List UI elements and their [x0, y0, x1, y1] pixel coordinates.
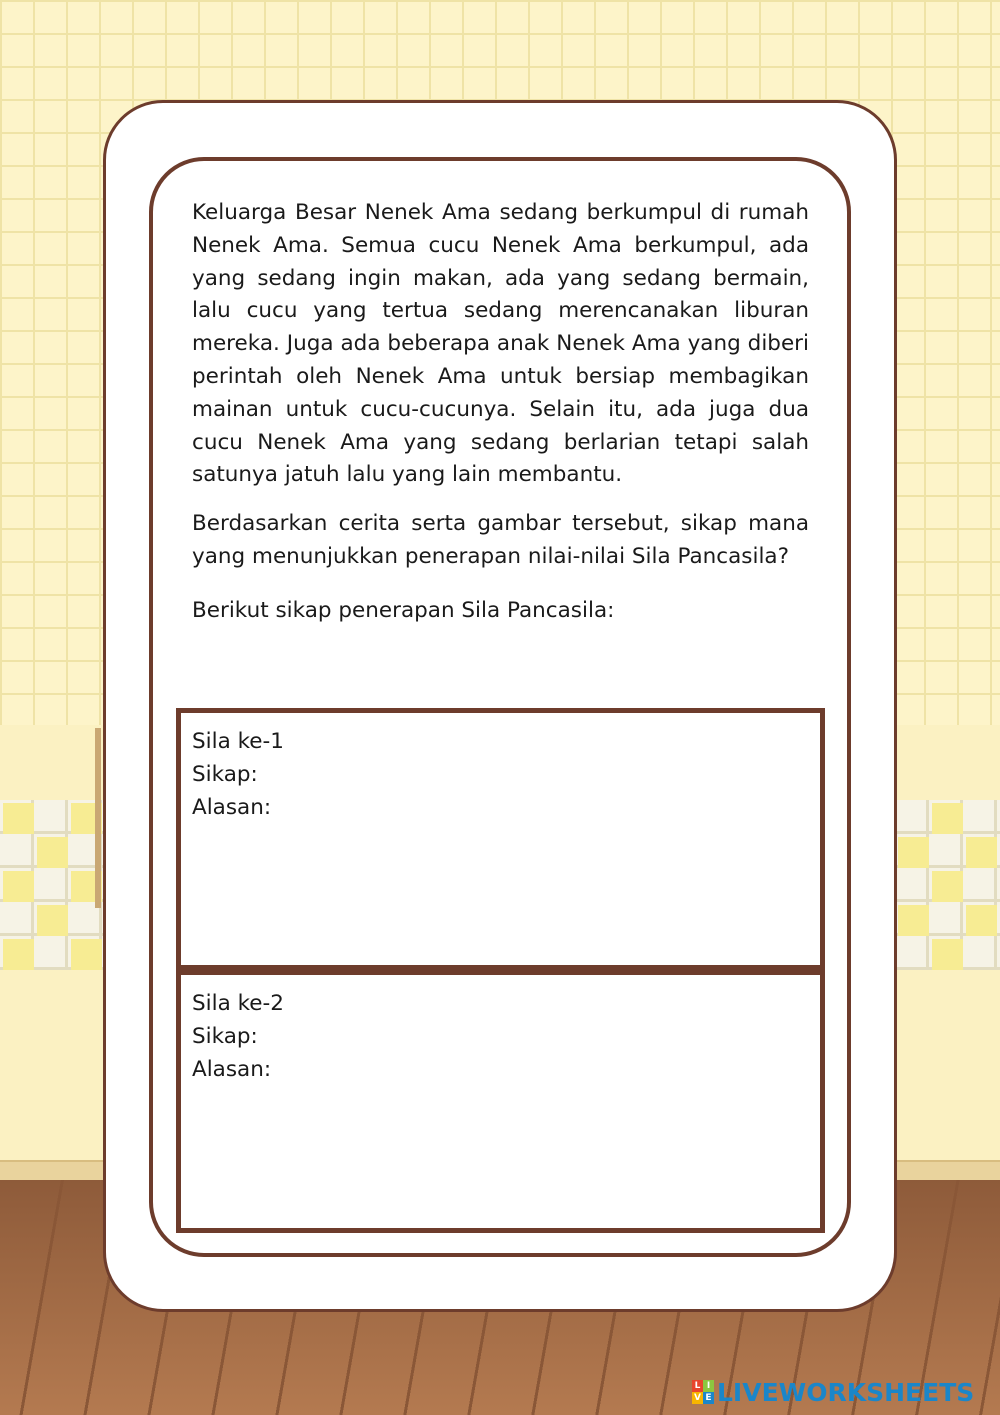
- sila-label: Sila ke-2: [192, 991, 284, 1016]
- sikap-label: Sikap:: [192, 1024, 258, 1049]
- door-edge: [95, 728, 101, 908]
- logo-letter: E: [703, 1392, 714, 1404]
- sikap-label: Sikap:: [192, 762, 258, 787]
- alasan-label: Alasan:: [192, 1057, 272, 1082]
- intro-text: Berikut sikap penerapan Sila Pancasila:: [192, 597, 615, 623]
- question-text: Berdasarkan cerita serta gambar tersebut, sikap mana yang menunjukkan penerapan nilai-nilai Sila Pancasila?: [192, 511, 809, 569]
- sila-label: Sila ke-1: [192, 729, 284, 754]
- answer-box-sila-1[interactable]: [176, 708, 825, 970]
- logo-letter: L: [692, 1380, 703, 1392]
- logo-text: LIVEWORKSHEETS: [717, 1377, 975, 1407]
- logo-letter: I: [703, 1380, 714, 1392]
- wall-tiles-left: [0, 800, 110, 970]
- liveworksheets-logo[interactable]: [692, 1378, 974, 1406]
- story-content: [192, 197, 809, 628]
- live-logo-icon: [692, 1380, 714, 1404]
- alasan-label: Alasan:: [192, 795, 272, 820]
- logo-letter: V: [692, 1392, 703, 1404]
- answer-box-sila-2[interactable]: [176, 970, 825, 1233]
- wall-tiles-right: [895, 800, 1000, 970]
- story-paragraph: Keluarga Besar Nenek Ama sedang berkumpul di rumah Nenek Ama. Semua cucu Nenek Ama berkumpul, ada yang sedang ingin makan, ada yang sedang bermain, lalu cucu yang tertua sedang merencanakan liburan mereka. Juga ada beberapa anak Nenek Ama yang diberi perintah oleh Nenek Ama untuk bersiap membagikan mainan untuk cucu-cucunya. Selain itu, ada juga dua cucu Nenek Ama yang sedang berlarian tetapi salah satunya jatuh lalu yang lain membantu.: [192, 200, 809, 488]
